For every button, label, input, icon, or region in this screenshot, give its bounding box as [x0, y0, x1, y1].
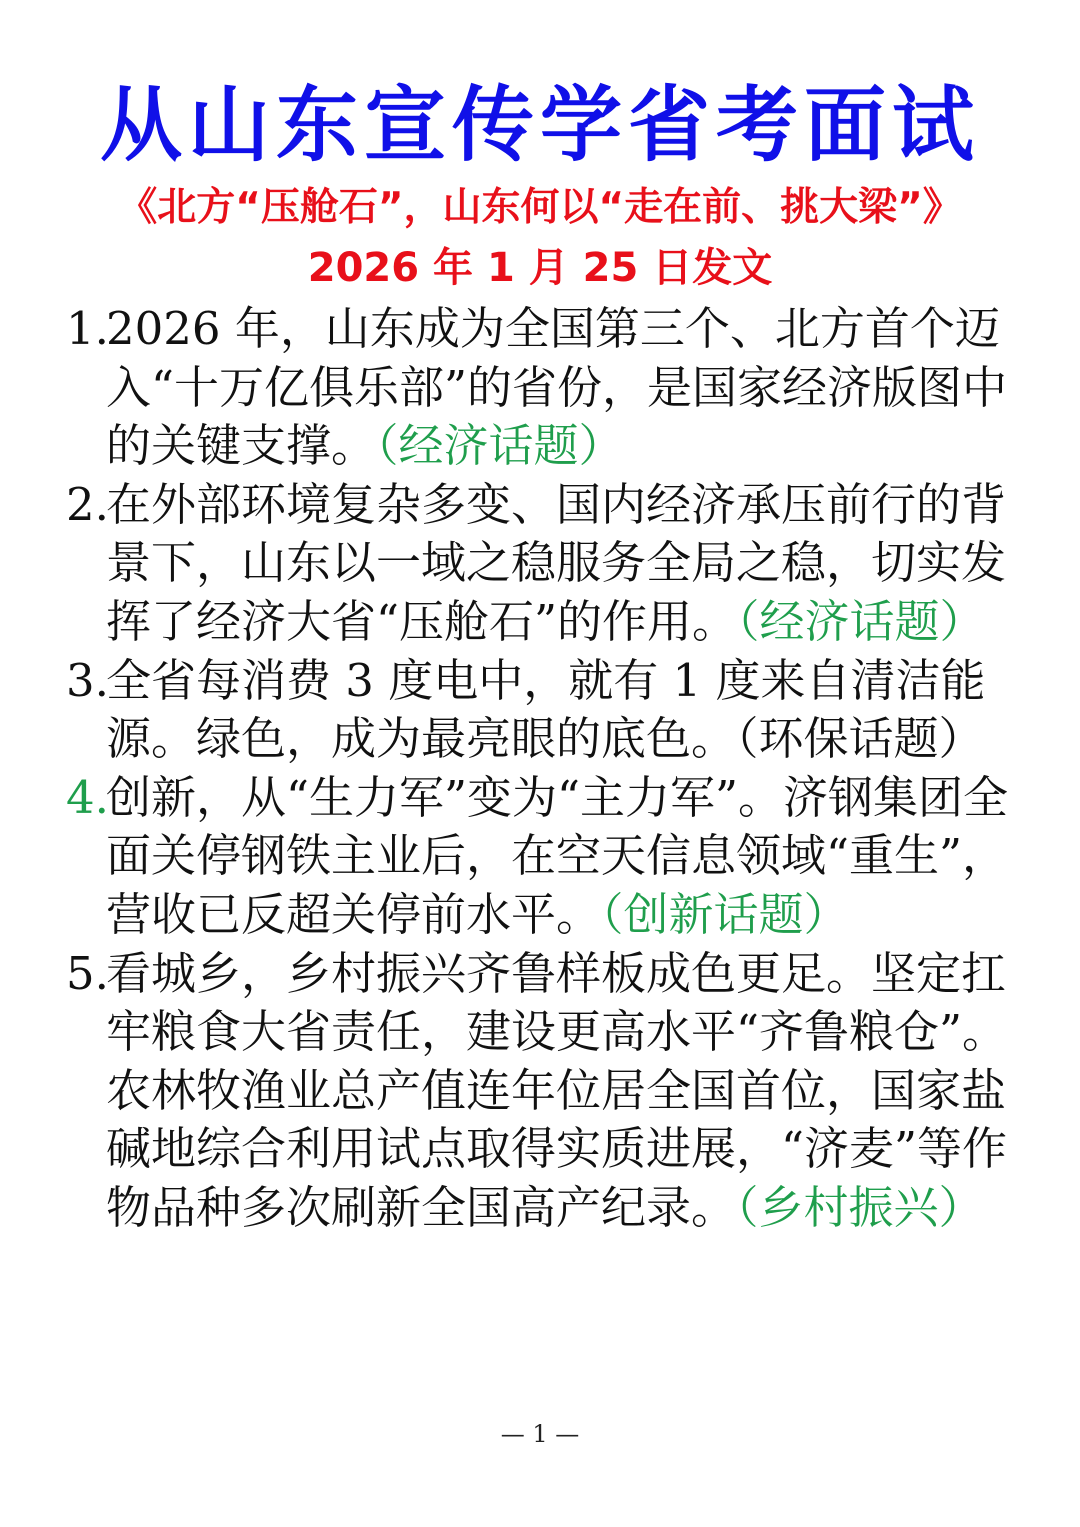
topic-tag: （环保话题） — [736, 712, 984, 766]
item-text: 在外部环境复杂多变、国内经济承压前行的背景下，山东以一域之稳服务全局之稳，切实发挥了经济大省“压舱石”的作用。 — [106, 477, 1007, 648]
list-item — [66, 300, 1030, 476]
topic-tag: （经济话题） — [737, 594, 985, 648]
topic-tag: （经济话题） — [376, 419, 624, 473]
publish-date: 2026 年 1 月 25 日发文 — [307, 245, 773, 291]
topic-tag: （乡村振兴） — [736, 1180, 984, 1234]
item-number: 1. — [66, 302, 109, 355]
item-number: 4. — [66, 770, 109, 824]
list-item — [66, 945, 1030, 1238]
item-text: 2026 年，山东成为全国第三个、北方首个迈入“十万亿俱乐部”的省份，是国家经济版图中的关键支撑。 — [106, 302, 1008, 473]
article-subtitle: 《北方“压舱石”，山东何以“走在前、挑大梁”》 — [118, 185, 962, 230]
page-title: 从山东宣传学省考面试 — [99, 78, 980, 173]
item-text: 看城乡，乡村振兴齐鲁样板成色更足。坚定扛牢粮食大省责任，建设更高水平“齐鲁粮仓”。农林牧渔业总产值连年位居全国首位，国家盐碱地综合利用试点取得实质进展，“济麦”等作物品种多次刷新全国高产纪录。 — [106, 946, 1008, 1234]
list-item — [66, 652, 1030, 769]
item-text: 全省每消费 3 度电中，就有 1 度来自清洁能源。绿色，成为最亮眼的底色。 — [106, 653, 986, 766]
topic-tag: （创新话题） — [601, 887, 849, 941]
item-number: 2. — [66, 477, 109, 531]
point-list — [66, 300, 1030, 1238]
page-number: — 1 — — [500, 1420, 580, 1448]
item-text: 创新，从“生力军”变为“主力军”。济钢集团全面关停钢铁主业后，在空天信息领域“重生”，营收已反超关停前水平。 — [106, 770, 1009, 941]
list-item — [66, 476, 1030, 652]
item-number: 3. — [66, 653, 109, 707]
list-item — [66, 769, 1030, 945]
item-number: 5. — [66, 946, 109, 1000]
